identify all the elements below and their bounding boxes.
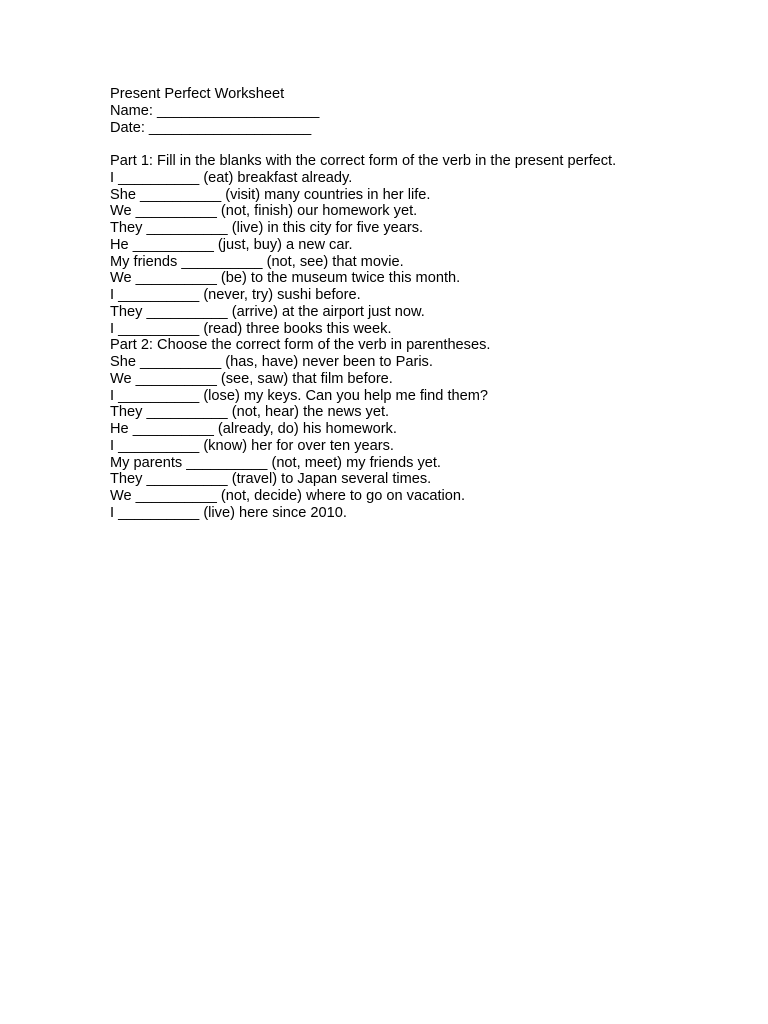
part1-item: We __________ (not, finish) our homework yet.: [110, 203, 418, 220]
name-field-line: Name: ____________________: [110, 102, 320, 119]
date-field-line: Date: ____________________: [110, 119, 312, 136]
part1-item: My friends __________ (not, see) that movie.: [110, 253, 404, 270]
part2-item: I __________ (lose) my keys. Can you help me find them?: [110, 387, 489, 404]
worksheet-page: [110, 86, 730, 522]
part2-item: They __________ (travel) to Japan several times.: [110, 471, 432, 488]
part1-item: I __________ (eat) breakfast already.: [110, 169, 353, 186]
part2-item: I __________ (live) here since 2010.: [110, 504, 347, 521]
part1-item: I __________ (never, try) sushi before.: [110, 287, 361, 303]
part1-item: We __________ (be) to the museum twice this month.: [110, 270, 461, 287]
part2-item: We __________ (not, decide) where to go on vacation.: [110, 488, 466, 504]
part1-item: They __________ (arrive) at the airport just now.: [110, 303, 425, 320]
part1-item: She __________ (visit) many countries in her life.: [110, 186, 431, 203]
part1-item: They __________ (live) in this city for five years.: [110, 220, 424, 236]
part1-heading: Part 1: Fill in the blanks with the correct form of the verb in the present perfect.: [110, 153, 617, 169]
part2-item: She __________ (has, have) never been to Paris.: [110, 354, 433, 370]
part1-item: I __________ (read) three books this week.: [110, 320, 392, 337]
part2-item: My parents __________ (not, meet) my friends yet.: [110, 454, 441, 471]
part2-heading: Part 2: Choose the correct form of the verb in parentheses.: [110, 337, 491, 354]
part1-item: He __________ (just, buy) a new car.: [110, 236, 353, 253]
part2-item: We __________ (see, saw) that film before.: [110, 370, 393, 387]
part2-item: He __________ (already, do) his homework.: [110, 421, 397, 437]
worksheet-title: Present Perfect Worksheet: [110, 86, 285, 102]
part2-item: They __________ (not, hear) the news yet.: [110, 404, 390, 421]
spacer: [110, 136, 730, 153]
part2-item: I __________ (know) her for over ten years.: [110, 437, 394, 454]
